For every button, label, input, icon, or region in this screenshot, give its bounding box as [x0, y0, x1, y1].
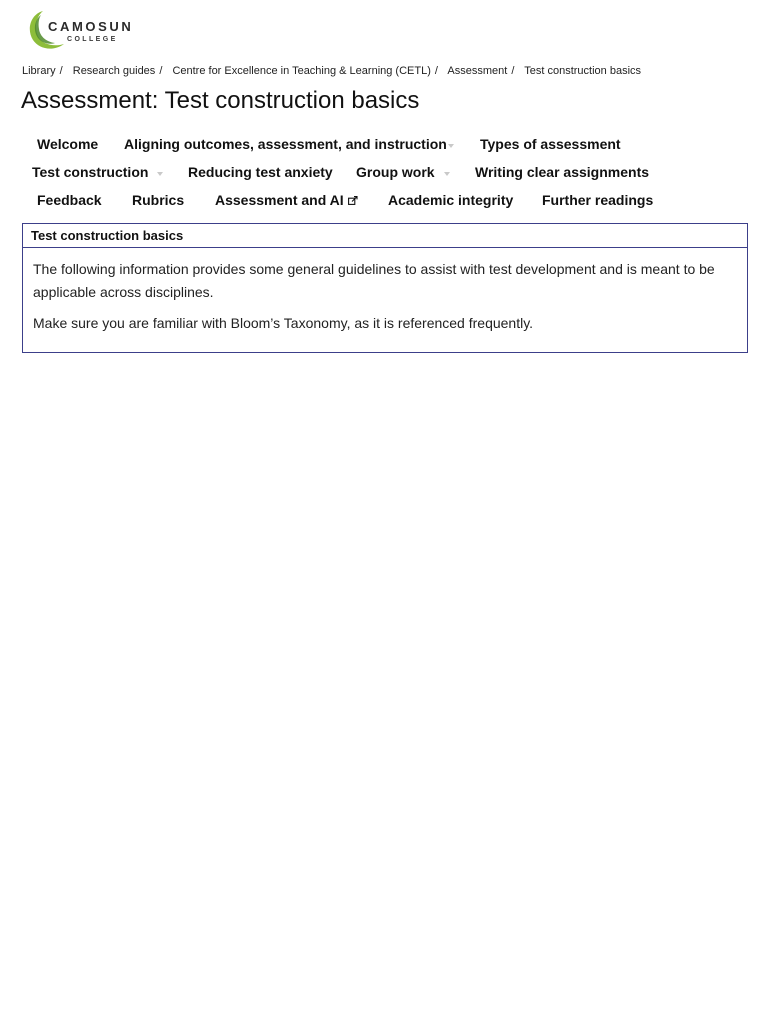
- tab-test-construction[interactable]: Test construction: [32, 164, 149, 180]
- tab-aligning-outcomes[interactable]: Aligning outcomes, assessment, and instruction: [124, 136, 447, 152]
- chevron-down-icon[interactable]: [448, 144, 454, 148]
- breadcrumb-separator: /: [59, 65, 63, 77]
- page-title: Assessment: Test construction basics: [21, 87, 420, 114]
- blooms-taxonomy-paragraph: Make sure you are familiar with Bloom’s Taxonomy, as it is referenced frequently.: [33, 315, 534, 331]
- tab-writing-clear-assignments[interactable]: Writing clear assignments: [475, 164, 650, 180]
- tab-rubrics[interactable]: Rubrics: [132, 192, 185, 208]
- tab-group-work[interactable]: Group work: [356, 164, 435, 180]
- breadcrumb: [22, 64, 641, 78]
- breadcrumb-separator: /: [434, 65, 438, 77]
- camosun-college-logo[interactable]: [27, 9, 139, 51]
- chevron-down-icon[interactable]: [444, 172, 450, 176]
- breadcrumb-current-page: Test construction basics: [524, 65, 642, 77]
- tab-assessment-and-ai-label: Assessment and AI: [215, 192, 344, 208]
- breadcrumb-cetl[interactable]: Centre for Excellence in Teaching & Learning (CETL): [172, 65, 431, 77]
- intro-paragraph: The following information provides some general guidelines to assist with test development and is meant to be applicable across disciplines.: [33, 261, 715, 300]
- breadcrumb-separator: /: [511, 65, 515, 77]
- chevron-down-icon[interactable]: [157, 172, 163, 176]
- logo-subtitle: COLLEGE: [67, 36, 118, 43]
- breadcrumb-assessment[interactable]: Assessment: [447, 65, 508, 77]
- tab-welcome[interactable]: Welcome: [37, 136, 99, 152]
- logo-wordmark: CAMOSUN: [48, 19, 134, 34]
- external-link-icon: [348, 196, 358, 205]
- breadcrumb-library[interactable]: Library: [22, 65, 56, 77]
- content-box-body: [23, 248, 747, 335]
- tab-reducing-test-anxiety[interactable]: Reducing test anxiety: [188, 164, 333, 180]
- tab-feedback[interactable]: Feedback: [37, 192, 102, 208]
- tab-types-of-assessment[interactable]: Types of assessment: [480, 136, 621, 152]
- tab-further-readings[interactable]: Further readings: [542, 192, 654, 208]
- content-box: [22, 223, 748, 353]
- breadcrumb-separator: /: [159, 65, 163, 77]
- breadcrumb-research-guides[interactable]: Research guides: [72, 65, 156, 77]
- tab-academic-integrity[interactable]: Academic integrity: [388, 192, 514, 208]
- content-box-title: Test construction basics: [23, 224, 747, 248]
- tab-assessment-and-ai[interactable]: [215, 191, 358, 209]
